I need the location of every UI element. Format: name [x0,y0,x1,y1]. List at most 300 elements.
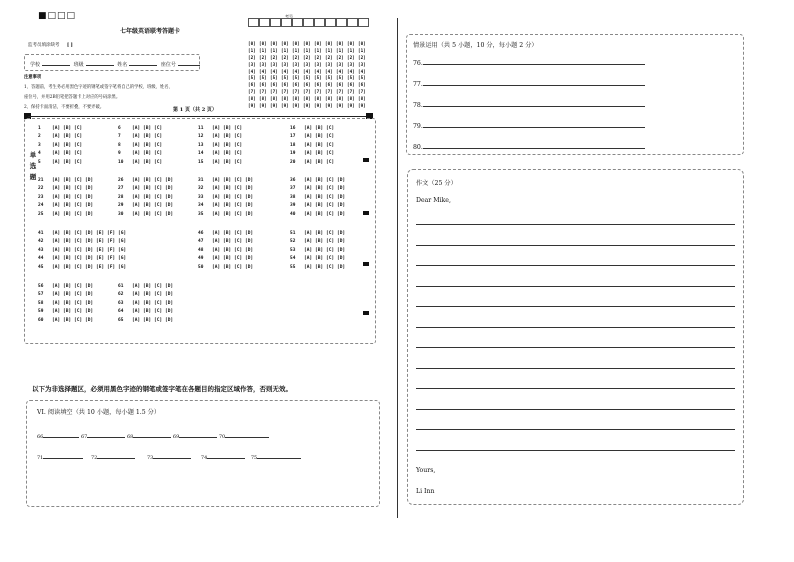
id-number-boxes[interactable] [248,18,369,27]
id-bubble[interactable]: [5] [281,76,289,82]
cloze-blank[interactable] [133,432,171,438]
id-bubble[interactable]: [6] [270,83,278,89]
option-bubble[interactable]: [A] [52,256,61,262]
option-bubble[interactable]: [C] [326,142,335,148]
id-bubble[interactable]: [8] [325,97,333,103]
option-bubble[interactable]: [D] [337,247,346,253]
id-digit-box[interactable] [281,18,292,27]
option-bubble[interactable]: [B] [223,203,232,209]
option-bubble[interactable]: [C] [74,186,83,192]
option-bubble[interactable]: [D] [85,283,94,289]
option-bubble[interactable]: [D] [245,177,254,183]
id-bubble[interactable]: [7] [336,90,344,96]
option-bubble[interactable]: [D] [85,211,94,217]
option-bubble[interactable]: [C] [154,186,163,192]
option-bubble[interactable]: [C] [234,186,243,192]
option-bubble[interactable]: [B] [315,256,324,262]
id-bubble[interactable]: [2] [336,55,344,61]
option-bubble[interactable]: [C] [326,186,335,192]
option-bubble[interactable]: [A] [212,186,221,192]
option-bubble[interactable]: [C] [74,230,83,236]
option-bubble[interactable]: [C] [154,177,163,183]
option-bubble[interactable]: [D] [165,186,174,192]
answer-line[interactable] [423,101,645,107]
option-bubble[interactable]: [A] [52,177,61,183]
answer-line[interactable] [423,122,645,128]
option-bubble[interactable]: [A] [52,292,61,298]
option-bubble[interactable]: [A] [52,194,61,200]
option-bubble[interactable]: [A] [52,142,61,148]
option-bubble[interactable]: [B] [223,186,232,192]
id-bubble[interactable]: [6] [358,83,366,89]
id-bubble[interactable]: [8] [347,97,355,103]
option-bubble[interactable]: [A] [304,142,313,148]
id-bubble[interactable]: [7] [259,90,267,96]
option-bubble[interactable]: [C] [326,125,335,131]
option-bubble[interactable]: [A] [132,194,141,200]
option-bubble[interactable]: [D] [85,194,94,200]
option-bubble[interactable]: [B] [315,125,324,131]
option-bubble[interactable]: [C] [154,194,163,200]
id-bubble[interactable]: [2] [358,55,366,61]
option-bubble[interactable]: [C] [234,230,243,236]
id-bubble[interactable]: [5] [336,76,344,82]
option-bubble[interactable]: [A] [212,177,221,183]
id-bubble[interactable]: [9] [347,104,355,110]
option-bubble[interactable]: [B] [63,125,72,131]
option-bubble[interactable]: [A] [212,134,221,140]
id-bubble[interactable]: [5] [314,76,322,82]
option-bubble[interactable]: [B] [223,239,232,245]
id-digit-box[interactable] [358,18,369,27]
option-bubble[interactable]: [G] [118,230,127,236]
option-bubble[interactable]: [D] [85,300,94,306]
option-bubble[interactable]: [B] [223,151,232,157]
id-bubble[interactable]: [3] [303,62,311,68]
id-bubble[interactable]: [0] [325,42,333,47]
option-bubble[interactable]: [C] [234,142,243,148]
id-bubble[interactable]: [1] [347,48,355,54]
id-bubble[interactable]: [1] [336,48,344,54]
id-digit-box[interactable] [259,18,270,27]
id-bubble[interactable]: [0] [259,42,267,47]
option-bubble[interactable]: [D] [165,283,174,289]
option-bubble[interactable]: [B] [315,177,324,183]
id-bubble[interactable]: [6] [259,83,267,89]
option-bubble[interactable]: [D] [337,264,346,270]
id-bubble[interactable]: [3] [259,62,267,68]
option-bubble[interactable]: [D] [165,177,174,183]
cloze-blank[interactable] [43,432,79,438]
option-bubble[interactable]: [A] [304,159,313,165]
id-digit-box[interactable] [292,18,303,27]
option-bubble[interactable]: [B] [315,186,324,192]
option-bubble[interactable]: [A] [212,247,221,253]
option-bubble[interactable]: [C] [234,134,243,140]
writing-line[interactable] [416,265,735,266]
option-bubble[interactable]: [A] [52,134,61,140]
option-bubble[interactable]: [C] [74,317,83,323]
id-bubble[interactable]: [0] [248,42,256,47]
option-bubble[interactable]: [B] [223,142,232,148]
id-bubble[interactable]: [5] [347,76,355,82]
id-digit-box[interactable] [314,18,325,27]
id-bubble[interactable]: [8] [314,97,322,103]
id-bubble[interactable]: [2] [292,55,300,61]
option-bubble[interactable]: [A] [304,194,313,200]
cloze-blank[interactable] [43,453,83,459]
option-bubble[interactable]: [A] [52,230,61,236]
option-bubble[interactable]: [A] [132,300,141,306]
option-bubble[interactable]: [A] [304,151,313,157]
id-bubble[interactable]: [5] [248,76,256,82]
option-bubble[interactable]: [C] [74,159,83,165]
option-bubble[interactable]: [A] [304,125,313,131]
option-bubble[interactable]: [C] [154,159,163,165]
id-bubble[interactable]: [3] [358,62,366,68]
option-bubble[interactable]: [B] [143,283,152,289]
id-bubble[interactable]: [7] [281,90,289,96]
id-bubble[interactable]: [7] [292,90,300,96]
option-bubble[interactable]: [B] [143,211,152,217]
id-bubble[interactable]: [3] [292,62,300,68]
option-bubble[interactable]: [B] [63,142,72,148]
option-bubble[interactable]: [A] [304,247,313,253]
option-bubble[interactable]: [B] [63,151,72,157]
option-bubble[interactable]: [A] [132,142,141,148]
id-bubble[interactable]: [2] [270,55,278,61]
option-bubble[interactable]: [D] [85,203,94,209]
id-bubble[interactable]: [8] [303,97,311,103]
id-digit-box[interactable] [336,18,347,27]
id-bubble[interactable]: [6] [325,83,333,89]
option-bubble[interactable]: [B] [223,159,232,165]
option-bubble[interactable]: [A] [132,309,141,315]
option-bubble[interactable]: [A] [132,186,141,192]
option-bubble[interactable]: [D] [337,230,346,236]
option-bubble[interactable]: [E] [96,239,105,245]
option-bubble[interactable]: [D] [337,203,346,209]
option-bubble[interactable]: [E] [96,230,105,236]
option-bubble[interactable]: [F] [107,247,116,253]
option-bubble[interactable]: [B] [63,317,72,323]
id-bubble[interactable]: [8] [259,97,267,103]
option-bubble[interactable]: [A] [212,142,221,148]
id-bubble[interactable]: [3] [314,62,322,68]
option-bubble[interactable]: [C] [154,317,163,323]
option-bubble[interactable]: [B] [315,203,324,209]
id-bubble[interactable]: [5] [270,76,278,82]
option-bubble[interactable]: [C] [154,300,163,306]
option-bubble[interactable]: [B] [143,317,152,323]
option-bubble[interactable]: [B] [223,177,232,183]
option-bubble[interactable]: [C] [74,134,83,140]
option-bubble[interactable]: [A] [132,159,141,165]
option-bubble[interactable]: [C] [74,256,83,262]
option-bubble[interactable]: [B] [223,134,232,140]
id-bubble[interactable]: [0] [358,42,366,47]
option-bubble[interactable]: [C] [234,194,243,200]
option-bubble[interactable]: [A] [304,134,313,140]
option-bubble[interactable]: [C] [74,125,83,131]
id-bubble[interactable]: [1] [303,48,311,54]
option-bubble[interactable]: [B] [143,151,152,157]
writing-line[interactable] [416,286,735,287]
option-bubble[interactable]: [A] [132,283,141,289]
option-bubble[interactable]: [A] [212,194,221,200]
option-bubble[interactable]: [D] [337,177,346,183]
id-bubble[interactable]: [4] [314,69,322,75]
option-bubble[interactable]: [A] [132,125,141,131]
id-bubble[interactable]: [9] [314,104,322,110]
option-bubble[interactable]: [B] [63,186,72,192]
option-bubble[interactable]: [C] [234,256,243,262]
option-bubble[interactable]: [D] [245,186,254,192]
option-bubble[interactable]: [B] [63,283,72,289]
id-bubble[interactable]: [1] [292,48,300,54]
id-bubble[interactable]: [9] [259,104,267,110]
id-bubble[interactable]: [5] [292,76,300,82]
option-bubble[interactable]: [B] [143,186,152,192]
cloze-blank[interactable] [225,432,269,438]
option-bubble[interactable]: [C] [326,203,335,209]
id-bubble[interactable]: [7] [358,90,366,96]
option-bubble[interactable]: [D] [85,230,94,236]
cloze-blank[interactable] [153,453,191,459]
option-bubble[interactable]: [C] [74,309,83,315]
option-bubble[interactable]: [C] [74,292,83,298]
option-bubble[interactable]: [G] [118,264,127,270]
option-bubble[interactable]: [A] [52,211,61,217]
option-bubble[interactable]: [C] [74,239,83,245]
id-bubble[interactable]: [1] [325,48,333,54]
id-bubble[interactable]: [4] [336,69,344,75]
option-bubble[interactable]: [B] [143,300,152,306]
option-bubble[interactable]: [D] [245,230,254,236]
id-bubble[interactable]: [1] [358,48,366,54]
option-bubble[interactable]: [D] [85,264,94,270]
id-bubble[interactable]: [9] [248,104,256,110]
option-bubble[interactable]: [A] [52,186,61,192]
option-bubble[interactable]: [A] [304,211,313,217]
writing-line[interactable] [416,429,735,430]
option-bubble[interactable]: [E] [96,256,105,262]
option-bubble[interactable]: [C] [154,125,163,131]
id-bubble[interactable]: [1] [314,48,322,54]
id-bubble[interactable]: [8] [292,97,300,103]
option-bubble[interactable]: [B] [223,211,232,217]
option-bubble[interactable]: [C] [154,134,163,140]
option-bubble[interactable]: [F] [107,230,116,236]
id-bubble[interactable]: [0] [347,42,355,47]
option-bubble[interactable]: [A] [212,125,221,131]
option-bubble[interactable]: [C] [234,211,243,217]
option-bubble[interactable]: [A] [132,203,141,209]
option-bubble[interactable]: [B] [143,134,152,140]
option-bubble[interactable]: [A] [52,283,61,289]
option-bubble[interactable]: [C] [74,194,83,200]
id-bubble-grid[interactable] [248,42,369,111]
id-bubble[interactable]: [9] [336,104,344,110]
option-bubble[interactable]: [C] [234,239,243,245]
id-bubble[interactable]: [6] [347,83,355,89]
option-bubble[interactable]: [A] [212,203,221,209]
option-bubble[interactable]: [A] [212,230,221,236]
id-bubble[interactable]: [6] [292,83,300,89]
option-bubble[interactable]: [D] [245,256,254,262]
option-bubble[interactable]: [F] [107,256,116,262]
option-bubble[interactable]: [A] [304,256,313,262]
option-bubble[interactable]: [D] [85,239,94,245]
option-bubble[interactable]: [D] [165,211,174,217]
answer-line[interactable] [423,80,645,86]
option-bubble[interactable]: [B] [223,264,232,270]
id-digit-box[interactable] [270,18,281,27]
option-bubble[interactable]: [C] [154,283,163,289]
option-bubble[interactable]: [B] [143,159,152,165]
option-bubble[interactable]: [C] [326,134,335,140]
option-bubble[interactable]: [C] [74,151,83,157]
option-bubble[interactable]: [B] [315,230,324,236]
option-bubble[interactable]: [E] [96,247,105,253]
option-bubble[interactable]: [D] [165,317,174,323]
id-bubble[interactable]: [6] [281,83,289,89]
option-bubble[interactable]: [A] [52,264,61,270]
option-bubble[interactable]: [C] [326,239,335,245]
option-bubble[interactable]: [A] [304,203,313,209]
cloze-blank[interactable] [179,432,217,438]
option-bubble[interactable]: [B] [315,194,324,200]
option-bubble[interactable]: [B] [63,309,72,315]
option-bubble[interactable]: [C] [74,211,83,217]
id-bubble[interactable]: [2] [248,55,256,61]
option-bubble[interactable]: [C] [326,230,335,236]
option-bubble[interactable]: [C] [326,211,335,217]
cloze-blank[interactable] [257,453,301,459]
option-bubble[interactable]: [C] [154,151,163,157]
option-bubble[interactable]: [C] [234,151,243,157]
option-bubble[interactable]: [B] [143,292,152,298]
id-bubble[interactable]: [9] [303,104,311,110]
option-bubble[interactable]: [A] [52,309,61,315]
option-bubble[interactable]: [B] [63,239,72,245]
option-bubble[interactable]: [A] [52,239,61,245]
id-bubble[interactable]: [4] [303,69,311,75]
option-bubble[interactable]: [C] [74,283,83,289]
option-bubble[interactable]: [A] [304,239,313,245]
writing-line[interactable] [416,224,735,225]
cloze-blank[interactable] [207,453,245,459]
option-bubble[interactable]: [D] [337,194,346,200]
option-bubble[interactable]: [D] [165,309,174,315]
option-bubble[interactable]: [A] [52,125,61,131]
id-digit-box[interactable] [303,18,314,27]
option-bubble[interactable]: [A] [52,203,61,209]
option-bubble[interactable]: [D] [245,247,254,253]
option-bubble[interactable]: [D] [245,203,254,209]
id-bubble[interactable]: [4] [292,69,300,75]
option-bubble[interactable]: [D] [165,203,174,209]
option-bubble[interactable]: [B] [143,177,152,183]
id-bubble[interactable]: [2] [259,55,267,61]
id-bubble[interactable]: [9] [281,104,289,110]
id-bubble[interactable]: [5] [358,76,366,82]
writing-line[interactable] [416,306,735,307]
option-bubble[interactable]: [D] [245,264,254,270]
option-bubble[interactable]: [E] [96,264,105,270]
option-bubble[interactable]: [B] [143,203,152,209]
option-bubble[interactable]: [C] [326,247,335,253]
option-bubble[interactable]: [A] [212,159,221,165]
answer-line[interactable] [423,59,645,65]
option-bubble[interactable]: [B] [63,211,72,217]
option-bubble[interactable]: [B] [223,194,232,200]
option-bubble[interactable]: [B] [223,256,232,262]
option-bubble[interactable]: [B] [315,142,324,148]
id-bubble[interactable]: [0] [303,42,311,47]
id-bubble[interactable]: [5] [325,76,333,82]
option-bubble[interactable]: [B] [63,194,72,200]
option-bubble[interactable]: [C] [154,309,163,315]
option-bubble[interactable]: [C] [154,211,163,217]
id-digit-box[interactable] [325,18,336,27]
id-bubble[interactable]: [8] [248,97,256,103]
option-bubble[interactable]: [B] [315,211,324,217]
option-bubble[interactable]: [A] [52,247,61,253]
id-bubble[interactable]: [0] [292,42,300,47]
id-bubble[interactable]: [4] [259,69,267,75]
option-bubble[interactable]: [C] [234,159,243,165]
option-bubble[interactable]: [D] [245,211,254,217]
option-bubble[interactable]: [B] [143,125,152,131]
option-bubble[interactable]: [D] [85,292,94,298]
option-bubble[interactable]: [A] [212,211,221,217]
option-bubble[interactable]: [D] [245,194,254,200]
option-bubble[interactable]: [B] [315,247,324,253]
option-bubble[interactable]: [A] [304,186,313,192]
option-bubble[interactable]: [A] [52,300,61,306]
option-bubble[interactable]: [F] [107,239,116,245]
option-bubble[interactable]: [D] [165,300,174,306]
writing-line[interactable] [416,368,735,369]
option-bubble[interactable]: [D] [165,292,174,298]
cloze-blank[interactable] [87,432,125,438]
option-bubble[interactable]: [B] [63,230,72,236]
id-bubble[interactable]: [7] [303,90,311,96]
option-bubble[interactable]: [C] [234,203,243,209]
option-bubble[interactable]: [B] [143,194,152,200]
id-bubble[interactable]: [6] [314,83,322,89]
option-bubble[interactable]: [C] [74,142,83,148]
option-bubble[interactable]: [B] [143,142,152,148]
id-bubble[interactable]: [0] [281,42,289,47]
option-bubble[interactable]: [C] [326,177,335,183]
writing-line[interactable] [416,388,735,389]
id-bubble[interactable]: [3] [325,62,333,68]
option-bubble[interactable]: [A] [304,177,313,183]
option-bubble[interactable]: [A] [212,239,221,245]
id-bubble[interactable]: [2] [347,55,355,61]
option-bubble[interactable]: [C] [74,300,83,306]
option-bubble[interactable]: [D] [85,186,94,192]
option-bubble[interactable]: [C] [154,292,163,298]
option-bubble[interactable]: [A] [132,292,141,298]
option-bubble[interactable]: [C] [326,151,335,157]
option-bubble[interactable]: [C] [234,264,243,270]
id-bubble[interactable]: [0] [336,42,344,47]
writing-line[interactable] [416,409,735,410]
id-bubble[interactable]: [8] [270,97,278,103]
